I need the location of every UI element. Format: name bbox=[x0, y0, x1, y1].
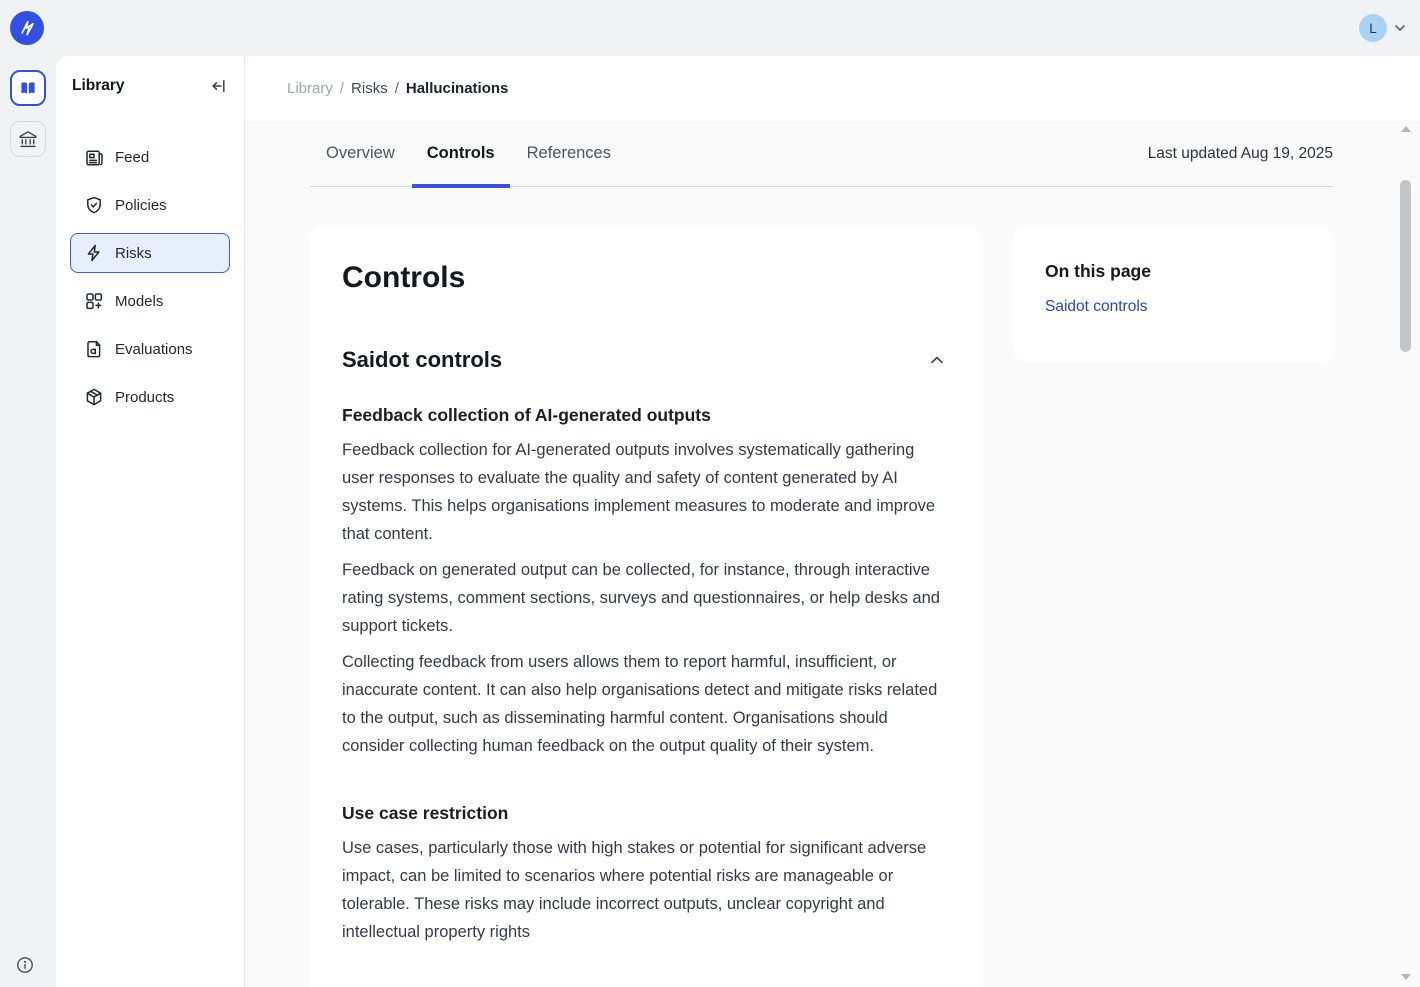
sidebar-item-label: Policies bbox=[115, 196, 167, 214]
sidebar-item-label: Risks bbox=[115, 244, 152, 262]
avatar-initial: L bbox=[1369, 20, 1377, 36]
on-this-page-card bbox=[1013, 227, 1333, 362]
section-header bbox=[342, 347, 949, 373]
collapse-panel-button[interactable] bbox=[210, 77, 228, 95]
icon-rail bbox=[0, 56, 56, 987]
scroll-thumb[interactable] bbox=[1400, 180, 1411, 352]
article-paragraph: Collecting feedback from users allows them to report harmful, insufficient, or inaccurate content. It can also help organisations detect and mitigate risks related to the output, such as disseminating harmful content. Organisations should consider collecting human feedback on the output quality of their system. bbox=[342, 653, 938, 755]
sidebar-item-policies[interactable] bbox=[70, 185, 230, 225]
tab-bar bbox=[310, 121, 1333, 187]
open-book-icon bbox=[18, 78, 38, 98]
sidebar-item-label: Models bbox=[115, 292, 164, 310]
library-menu bbox=[56, 116, 244, 417]
workspace bbox=[245, 56, 1420, 987]
breadcrumb bbox=[245, 56, 1420, 121]
panel-title: Library bbox=[72, 77, 125, 94]
shield-check-icon bbox=[84, 195, 104, 215]
tab-controls[interactable]: Controls bbox=[411, 121, 511, 186]
article bbox=[342, 405, 949, 760]
breadcrumb-current: Hallucinations bbox=[405, 80, 509, 97]
sidebar-item-feed[interactable] bbox=[70, 137, 230, 177]
rail-item-library[interactable] bbox=[10, 70, 46, 106]
scroll-up-button[interactable] bbox=[1401, 126, 1411, 132]
article-paragraph: Use cases, particularly those with high stakes or potential for significant adverse impact, can be limited to scenarios where potential risks are manageable or tolerable. These risks may include incorrect outputs, unclear copyright and intellectual property rights bbox=[342, 839, 927, 941]
library-panel bbox=[56, 56, 245, 987]
sidebar-item-models[interactable] bbox=[70, 281, 230, 321]
breadcrumb-separator: / bbox=[394, 80, 399, 97]
toc-title: On this page bbox=[1045, 261, 1151, 281]
article-heading: Feedback collection of AI-generated outputs bbox=[342, 405, 711, 425]
info-button[interactable] bbox=[16, 956, 34, 974]
breadcrumb-link-library[interactable]: Library bbox=[287, 80, 333, 97]
sidebar-item-label: Products bbox=[115, 388, 175, 406]
toc-link-saidot-controls[interactable]: Saidot controls bbox=[1045, 298, 1148, 315]
article-paragraph: Feedback collection for AI-generated outputs involves systematically gathering user responses to evaluate the quality and safety of content generated by AI systems. This helps organisations implement measures to moderate and improve that content. bbox=[342, 441, 936, 543]
grid-plus-icon bbox=[84, 291, 104, 311]
saidot-logo-icon bbox=[10, 11, 44, 45]
tab-overview[interactable]: Overview bbox=[326, 144, 395, 162]
scroll-down-button[interactable] bbox=[1401, 974, 1411, 980]
breadcrumb-link-risks[interactable]: Risks bbox=[351, 80, 388, 97]
sidebar-item-label: Evaluations bbox=[115, 340, 193, 358]
article-paragraph: Feedback on generated output can be collected, for instance, through interactive rating systems, comment sections, surveys and questionnaires, or help desks and support tickets. bbox=[342, 561, 940, 635]
section-title: Saidot controls bbox=[342, 347, 503, 372]
sidebar-item-label: Feed bbox=[115, 148, 150, 166]
feed-icon bbox=[84, 147, 104, 167]
last-updated-text: Last updated Aug 19, 2025 bbox=[1147, 144, 1333, 162]
app-logo-button[interactable] bbox=[10, 11, 44, 45]
tab-references[interactable]: References bbox=[526, 144, 611, 162]
breadcrumb-separator: / bbox=[339, 80, 345, 97]
sidebar-item-products[interactable] bbox=[70, 377, 230, 417]
chevron-down-icon[interactable] bbox=[1392, 20, 1408, 36]
content-card bbox=[310, 227, 981, 987]
top-bar bbox=[0, 0, 1420, 56]
collapse-left-icon bbox=[210, 77, 228, 95]
collapse-section-button[interactable] bbox=[925, 348, 949, 372]
info-circle-icon bbox=[16, 956, 34, 974]
chevron-up-icon bbox=[927, 350, 947, 370]
zap-icon bbox=[84, 243, 104, 263]
sidebar-item-evaluations[interactable] bbox=[70, 329, 230, 369]
bank-icon bbox=[17, 128, 39, 150]
avatar[interactable] bbox=[1359, 14, 1387, 42]
scrollbar[interactable] bbox=[1400, 121, 1412, 987]
article-heading: Use case restriction bbox=[342, 803, 509, 823]
article bbox=[342, 803, 949, 946]
file-a-icon bbox=[84, 339, 104, 359]
package-icon bbox=[84, 387, 104, 407]
page-title: Controls bbox=[342, 261, 466, 294]
rail-item-governance[interactable] bbox=[10, 121, 46, 157]
sidebar-item-risks[interactable] bbox=[70, 233, 230, 273]
